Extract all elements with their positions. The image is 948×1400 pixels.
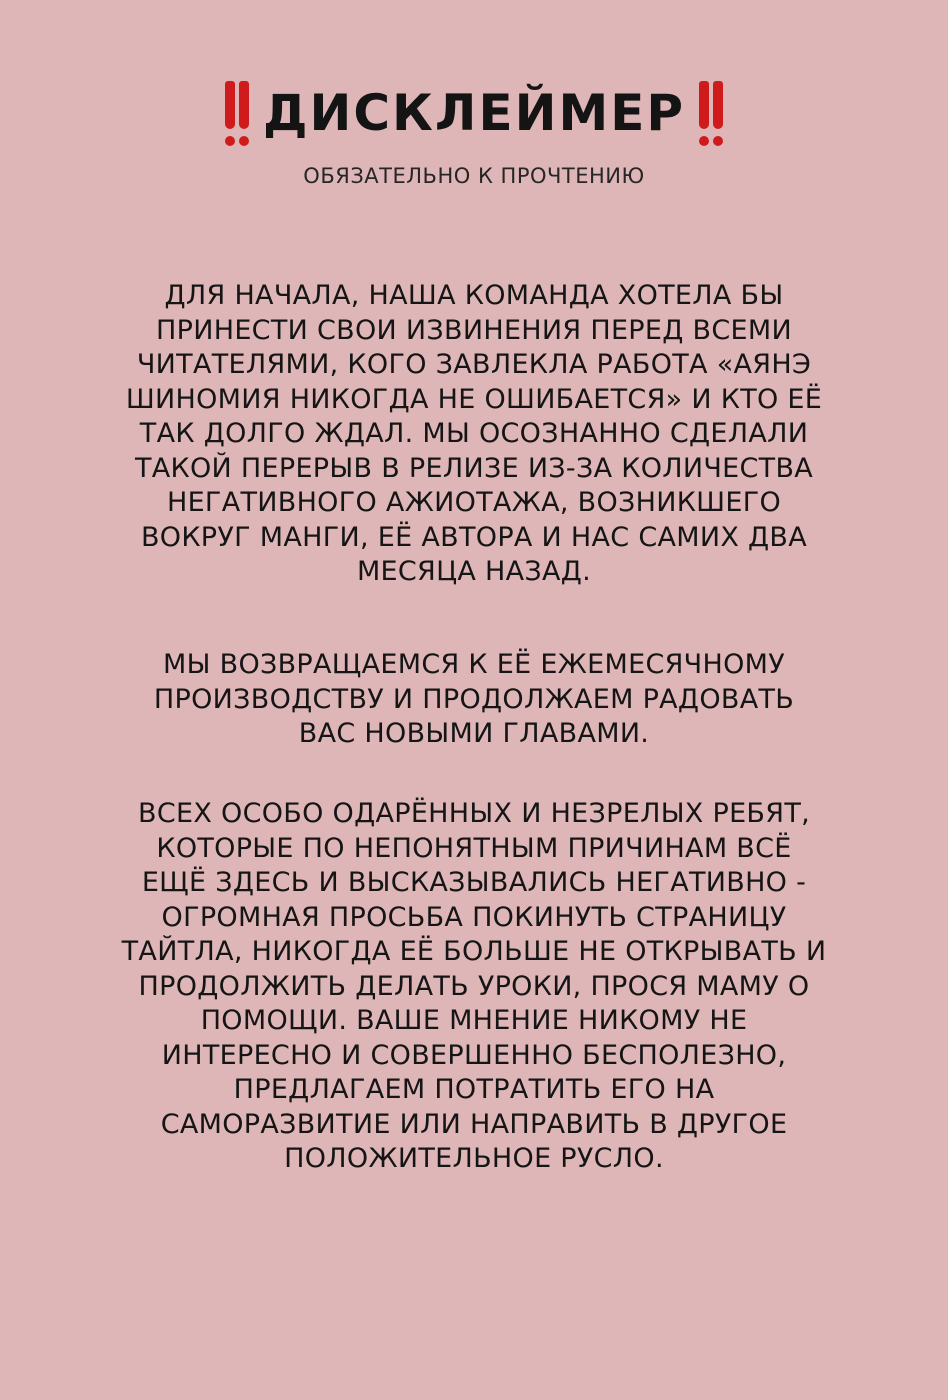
text-line: ПРОДОЛЖИТЬ ДЕЛАТЬ УРОКИ, ПРОСЯ МАМУ О <box>138 970 810 1002</box>
text-line: НЕГАТИВНОГО АЖИОТАЖА, ВОЗНИКШЕГО <box>166 487 782 518</box>
text-line: ПОМОЩИ. ВАШЕ МНЕНИЕ НИКОМУ НЕ <box>200 1005 748 1036</box>
text-line: ТАКОЙ ПЕРЕРЫВ В РЕЛИЗЕ ИЗ-ЗА КОЛИЧЕСТВА <box>134 452 814 484</box>
title-row <box>0 68 948 158</box>
text-line: ИНТЕРЕСНО И СОВЕРШЕННО БЕСПОЛЕЗНО, <box>161 1039 787 1071</box>
paragraph-warning <box>30 797 918 1177</box>
text-line: ОГРОМНАЯ ПРОСЬБА ПОКИНУТЬ СТРАНИЦУ <box>161 901 787 933</box>
text-line: ТАЙТЛА, НИКОГДА ЕЁ БОЛЬШЕ НЕ ОТКРЫВАТЬ И <box>121 936 827 967</box>
text-line: ПРОИЗВОДСТВУ И ПРОДОЛЖАЕМ РАДОВАТЬ <box>153 683 795 715</box>
text-line: ПОЛОЖИТЕЛЬНОЕ РУСЛО. <box>284 1143 664 1174</box>
text-line: САМОРАЗВИТИЕ ИЛИ НАПРАВИТЬ В ДРУГОЕ <box>160 1108 788 1140</box>
header <box>0 68 948 188</box>
text-line: ВСЕХ ОСОБО ОДАРЁННЫХ И НЕЗРЕЛЫХ РЕБЯТ, <box>138 798 810 829</box>
text-line: ВОКРУГ МАНГИ, ЕЁ АВТОРА И НАС САМИХ ДВА <box>140 521 808 553</box>
text-line: МЫ ВОЗВРАЩАЕМСЯ К ЕЁ ЕЖЕМЕСЯЧНОМУ <box>163 649 785 680</box>
text-line: ПРИНЕСТИ СВОИ ИЗВИНЕНИЯ ПЕРЕД ВСЕМИ <box>156 314 792 346</box>
page-title: ДИСКЛЕЙМЕР <box>262 84 686 142</box>
text-line: ПРЕДЛАГАЕМ ПОТРАТИТЬ ЕГО НА <box>233 1074 715 1105</box>
page-subtitle: ОБЯЗАТЕЛЬНО К ПРОЧТЕНИЮ <box>303 164 645 188</box>
text-line: ВАС НОВЫМИ ГЛАВАМИ. <box>298 718 650 749</box>
text-line: ШИНОМИЯ НИКОГДА НЕ ОШИБАЕТСЯ» И КТО ЕЁ <box>125 383 823 415</box>
double-exclamation-icon <box>225 75 249 151</box>
paragraph-apology <box>30 279 918 590</box>
text-line: МЕСЯЦА НАЗАД. <box>356 556 592 587</box>
text-line: ЧИТАТЕЛЯМИ, КОГО ЗАВЛЕКЛА РАБОТА «АЯНЭ <box>136 349 812 380</box>
text-line: КОТОРЫЕ ПО НЕПОНЯТНЫМ ПРИЧИНАМ ВСЁ <box>156 832 792 864</box>
text-line: ДЛЯ НАЧАЛА, НАША КОМАНДА ХОТЕЛА БЫ <box>164 280 784 311</box>
text-line: ЕЩЁ ЗДЕСЬ И ВЫСКАЗЫВАЛИСЬ НЕГАТИВНО - <box>141 867 807 898</box>
paragraph-return <box>30 648 918 752</box>
text-line: ТАК ДОЛГО ЖДАЛ. МЫ ОСОЗНАННО СДЕЛАЛИ <box>139 418 809 449</box>
double-exclamation-icon <box>699 75 723 151</box>
